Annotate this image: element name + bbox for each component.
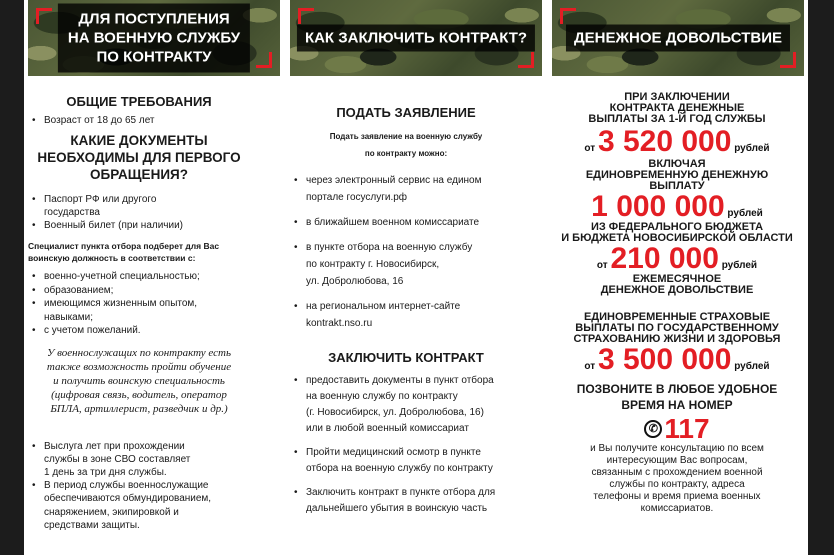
general-requirements-title: ОБЩИЕ ТРЕБОВАНИЯ — [66, 94, 212, 109]
column-how-to — [290, 76, 522, 517]
list-item: • Военный билет (при наличии) — [28, 219, 250, 232]
list-item: • в ближайшем военном комиссариате — [290, 214, 522, 231]
contract-list — [290, 373, 522, 517]
contract-title: ЗАКЛЮЧИТЬ КОНТРАКТ — [328, 350, 484, 365]
list-item: • в пункте отбора на военную службу по контракту г. Новосибирск, ул. Добролюбова, 16 — [290, 239, 522, 290]
list-item-cont: навыками; — [44, 311, 93, 323]
header-recruitment — [28, 0, 280, 76]
lump-sum-text: ВКЛЮЧАЯ ЕДИНОВРЕМЕННУЮ ДЕНЕЖНУЮ ВЫПЛАТУ — [585, 158, 769, 192]
amount-insurance: от 3 500 000 рублей — [584, 343, 770, 376]
list-item: • через электронный сервис на едином портале госуслуги.рф — [290, 172, 522, 206]
phone-icon: ✆ — [644, 420, 662, 438]
phone-number[interactable]: 117 — [664, 413, 710, 444]
insurance-text: ЕДИНОВРЕМЕННЫЕ СТРАХОВЫЕ ВЫПЛАТЫ ПО ГОСУДАРСТВЕННОМУ СТРАХОВАНИЮ ЖИЗНИ И ЗДОРОВЬЯ — [573, 311, 781, 345]
list-item-cont: обеспечиваются обмундированием, — [44, 493, 212, 505]
list-item: • Выслуга лет при прохождении — [28, 440, 250, 453]
list-item: • с учетом пожеланий. — [28, 324, 250, 338]
corner-mark — [780, 52, 796, 68]
specialist-note: Специалист пункта отбора подберет для Вас воинскую должность в соответствии с: — [28, 241, 220, 263]
list-item-cont: службы в зоне СВО составляет — [44, 453, 191, 465]
header-how-to-sign — [290, 0, 542, 76]
phone-block — [552, 415, 802, 443]
corner-mark — [36, 8, 52, 24]
service-list — [28, 440, 250, 532]
header-title: КАК ЗАКЛЮЧИТЬ КОНТРАКТ? — [297, 25, 535, 52]
header-line: ПО КОНТРАКТУ — [96, 48, 212, 66]
list-item: • на региональном интернет-сайте kontrakt.nso.ru — [290, 298, 522, 332]
list-item-cont: снаряжением, экипировкой и — [44, 506, 179, 518]
criteria-list — [28, 270, 250, 338]
list-item-cont: 1 день за три дня службы. — [44, 466, 167, 478]
list-item: • образованием; — [28, 284, 250, 298]
list-item: • Паспорт РФ или другого — [28, 193, 250, 206]
training-note: У военнослужащих по контракту есть также возможность пройти обучение и получить воинскую специальность (цифровая связь, водитель, оператор БПЛА, артиллерист, разведчик и др.) — [46, 346, 232, 415]
amount-value: 3 500 000 — [597, 343, 732, 376]
header-line: ДЛЯ ПОСТУПЛЕНИЯ — [78, 10, 230, 28]
list-item: • Возраст от 18 до 65 лет — [28, 115, 250, 126]
apply-title: ПОДАТЬ ЗАЯВЛЕНИЕ — [336, 105, 476, 120]
documents-title: КАКИЕ ДОКУМЕНТЫ НЕОБХОДИМЫ ДЛЯ ПЕРВОГО ОБРАЩЕНИЯ? — [37, 133, 241, 182]
header-title: ДЕНЕЖНОЕ ДОВОЛЬСТВИЕ — [566, 25, 790, 52]
intro-text: ПРИ ЗАКЛЮЧЕНИИ КОНТРАКТА ДЕНЕЖНЫЕ ВЫПЛАТЫ ЗА 1-Й ГОД СЛУЖБЫ — [588, 91, 766, 125]
corner-mark — [256, 52, 272, 68]
header-allowance — [552, 0, 804, 76]
corner-mark — [560, 8, 576, 24]
monthly-text: ЕЖЕМЕСЯЧНОЕ ДЕНЕЖНОЕ ДОВОЛЬСТВИЕ — [600, 273, 754, 296]
list-item-cont: средствами защиты. — [44, 519, 140, 531]
amount-monthly: от 210 000 рублей — [596, 242, 758, 275]
list-item: • В период службы военнослужащие — [28, 479, 250, 492]
budget-text: ИЗ ФЕДЕРАЛЬНОГО БЮДЖЕТА И БЮДЖЕТА НОВОСИБИРСКОЙ ОБЛАСТИ — [561, 221, 793, 244]
list-item: • военно-учетной специальностью; — [28, 270, 250, 284]
apply-subtitle: Подать заявление на военную службу по контракту можно: — [329, 132, 483, 158]
list-item: • Заключить контракт в пункте отбора для дальнейшего убытия в воинскую часть — [290, 485, 522, 517]
list-item-cont: государства — [44, 207, 100, 218]
list-item: • имеющимся жизненным опытом, — [28, 297, 250, 311]
amount-total: от 3 520 000 рублей — [584, 125, 770, 158]
amount-value: 210 000 — [610, 242, 719, 275]
amount-value: 1 000 000 — [591, 190, 725, 223]
corner-mark — [298, 8, 314, 24]
documents-list — [28, 193, 250, 232]
column-allowance — [552, 76, 802, 515]
column-requirements — [28, 76, 250, 532]
corner-mark — [518, 52, 534, 68]
amount-value: 3 520 000 — [597, 125, 732, 158]
consult-text: и Вы получите консультацию по всем интересующим Вас вопросам, связанным с прохождением военной службы по контракту, адреса телефоны и время приема военных комиссариатов. — [590, 443, 764, 514]
amount-lump-sum: 1 000 000 рублей — [591, 190, 763, 223]
call-text: ПОЗВОНИТЕ В ЛЮБОЕ УДОБНОЕ ВРЕМЯ НА НОМЕР — [576, 382, 778, 412]
header-line: НА ВОЕННУЮ СЛУЖБУ — [67, 29, 241, 47]
list-item: • Пройти медицинский осмотр в пункте отбора на военную службу по контракту — [290, 445, 522, 477]
list-item: • предоставить документы в пункт отбора на военную службу по контракту (г. Новосибирск, ул. Добролюбова, 16) или в любой военный комиссариат — [290, 373, 522, 437]
apply-list — [290, 172, 522, 332]
